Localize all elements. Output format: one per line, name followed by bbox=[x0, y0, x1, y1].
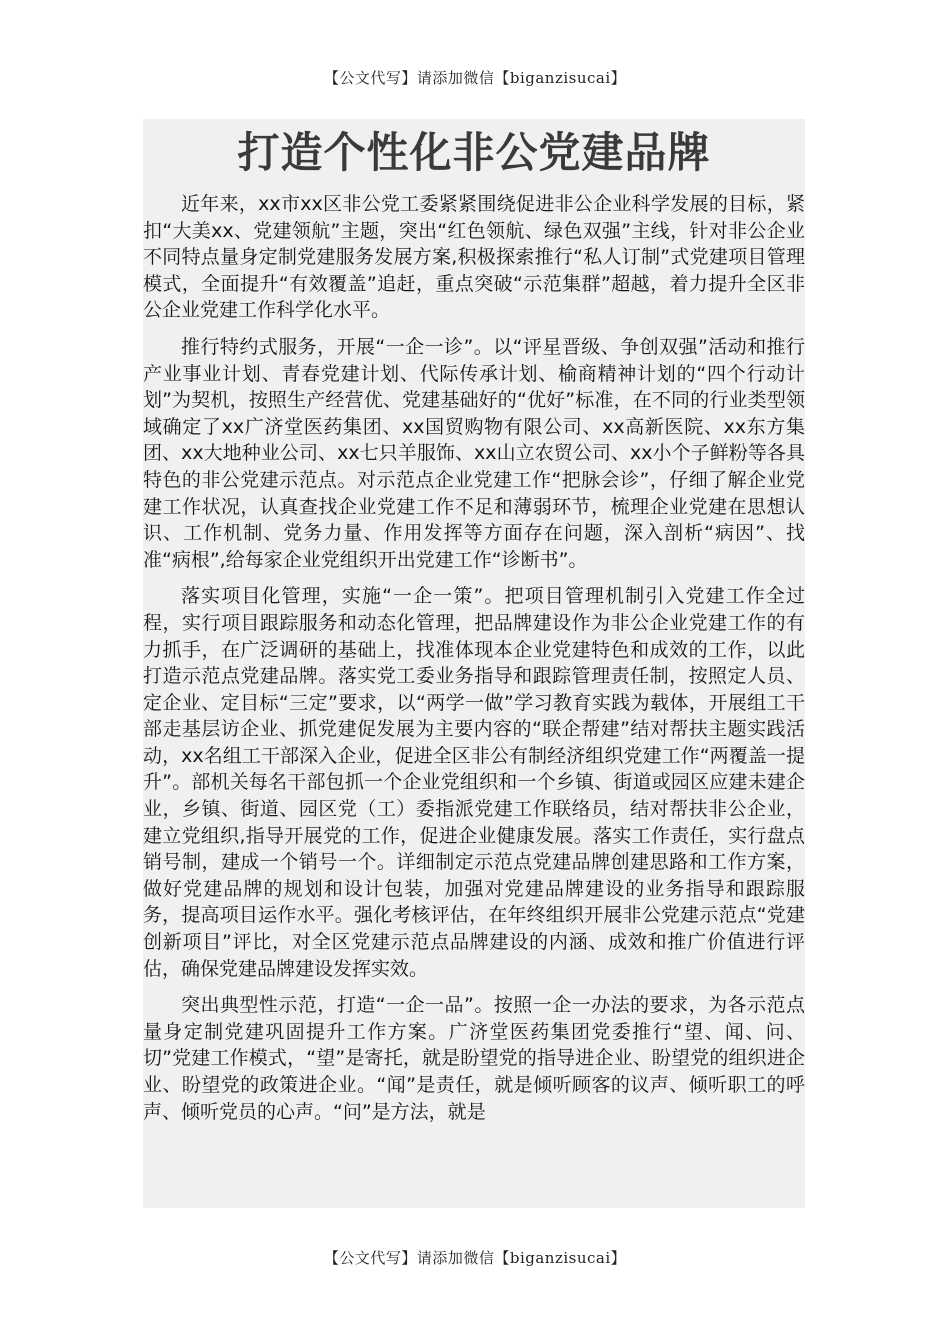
document-title: 打造个性化非公党建品牌 bbox=[237, 128, 711, 177]
header-banner: 【公文代写】请添加微信【biganzisucai】 bbox=[323, 69, 627, 87]
paragraph-intro: 近年来，xx市xx区非公党工委紧紧围绕促进非公企业科学发展的目标，紧扣“大美xx、党建领航”主题，突出“红色领航、绿色双强”主线，针对非公企业不同特点量身定制党建服务发展方案,积极探索推行“私人订制”式党建项目管理模式，全面提升“有效覆盖”追赶，重点突破“示范集群”超越，着力提升全区非公企业党建工作科学化水平。 bbox=[143, 193, 805, 322]
paragraph-project-management: 落实项目化管理，实施“一企一策”。把项目管理机制引入党建工作全过程，实行项目跟踪服务和动态化管理，把品牌建设作为非公企业党建工作的有力抓手，在广泛调研的基础上，找准体现本企业党建特色和成效的工作，以此打造示范点党建品牌。落实党工委业务指导和跟踪管理责任制，按照定人员、定企业、定目标“三定”要求，以“两学一做”学习教育实践为载体，开展组工干部走基层访企业、抓党建促发展为主要内容的“联企帮建”结对帮扶主题实践活动，xx名组工干部深入企业，促进全区非公有制经济组织党建工作“两覆盖一提升”。部机关每名干部包抓一个企业党组织和一个乡镇、街道或园区应建未建企业，乡镇、街道、园区党（工）委指派党建工作联络员，结对帮扶非公企业，建立党组织,指导开展党的工作，促进企业健康发展。落实工作责任，实行盘点销号制，建成一个销号一个。详细制定示范点党建品牌创建思路和工作方案，做好党建品牌的规划和设计包装，加强对党建品牌建设的业务指导和跟踪服务，提高项目运作水平。强化考核评估，在年终组织开展非公党建示范点“党建创新项目”评比，对全区党建示范点品牌建设的内涵、成效和推广价值进行评估，确保党建品牌建设发挥实效。 bbox=[143, 585, 805, 980]
document-body bbox=[143, 119, 805, 1208]
footer-banner: 【公文代写】请添加微信【biganzisucai】 bbox=[323, 1249, 627, 1267]
paragraph-demonstration: 突出典型性示范，打造“一企一品”。按照一企一办法的要求，为各示范点量身定制党建巩固提升工作方案。广济堂医药集团党委推行“望、闻、问、切”党建工作模式，“望”是寄托，就是盼望党的指导进企业、盼望党的组织进企业、盼望党的政策进企业。“闻”是责任，就是倾听顾客的议声、倾听职工的呼声、倾听党员的心声。“问”是方法，就是 bbox=[143, 994, 805, 1123]
paragraph-diagnosis: 推行特约式服务，开展“一企一诊”。以“评星晋级、争创双强”活动和推行产业事业计划、青春党建计划、代际传承计划、榆商精神计划的“四个行动计划”为契机，按照生产经营优、党建基础好的“优好”标准，在不同的行业类型领域确定了xx广济堂医药集团、xx国贸购物有限公司、xx高新医院、xx东方集团、xx大地种业公司、xx七只羊服饰、xx山立农贸公司、xx小个子鲜粉等各具特色的非公党建示范点。对示范点企业党建工作“把脉会诊”，仔细了解企业党建工作状况，认真查找企业党建工作不足和薄弱环节，梳理企业党建在思想认识、工作机制、党务力量、作用发挥等方面存在问题，深入剖析“病因”、找准“病根”,给每家企业党组织开出党建工作“诊断书”。 bbox=[143, 335, 805, 571]
